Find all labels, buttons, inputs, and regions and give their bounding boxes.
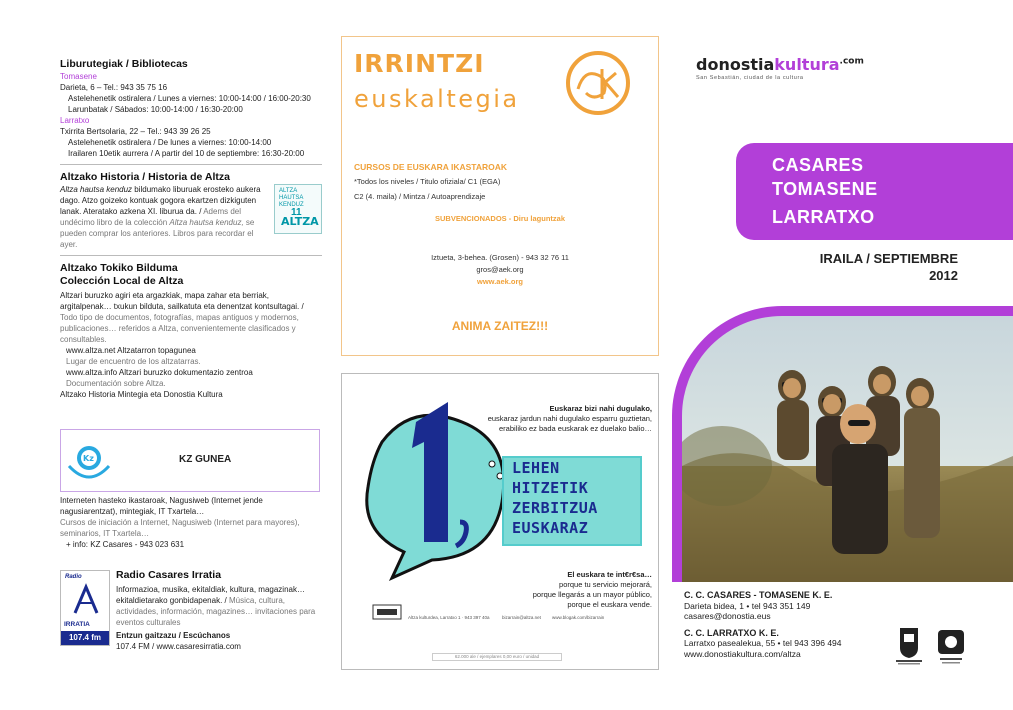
history-text: [60, 184, 270, 250]
lehen-hitzetik-banner: [502, 456, 642, 546]
center-tomasene: TOMASENE: [772, 179, 878, 199]
collection-text: [60, 290, 322, 345]
issue-month: IRAILA / SEPTIEMBRE: [819, 251, 958, 266]
courses-levels: *Todos los niveles / Titulo ofiziala/ C1 (EGA): [354, 177, 501, 186]
link-altza-net-desc: Lugar de encuentro de los altzatarras.: [66, 357, 201, 366]
irrintzi-subtitle: euskaltegia: [354, 85, 520, 113]
irrintzi-ad: [341, 36, 659, 356]
collection-heading-es: Colección Local de Altza: [60, 275, 184, 287]
kz-text-es: Cursos de iniciación a Internet, Nagusiweb (Internet para mayores), seminarios, IT Txartela…: [60, 518, 300, 538]
banner-line-3: ZERBITZUA: [512, 499, 598, 517]
branch-larratxo-hours-1: Astelehenetik ostiralera / De lunes a viernes: 10:00-14:00: [68, 138, 272, 147]
irrintzi-email[interactable]: gros@aek.org: [476, 265, 524, 274]
kz-text-eu: Interneten hasteko ikastaroak, Nagusiweb (Internet jende nagusiarentzat), mintegiak, IT Txartela…: [60, 496, 263, 516]
history-series-name-es: Altza hautsa kenduz,: [169, 218, 244, 227]
collection-text-eu: Altzari buruzko agiri eta argazkiak, mapa zahar eta berriak, argitalpenak… txukun bilduta, sailkatuta eta denentzat kontsultagai. /: [60, 291, 304, 311]
radio-logo-label: Radio: [65, 574, 82, 580]
band-photo-illustration: [682, 316, 1013, 582]
divider: [60, 255, 322, 256]
issue-date: [700, 250, 958, 284]
irrintzi-slogan: ANIMA ZAITEZ!!!: [451, 319, 549, 333]
centers-tab: [736, 143, 1013, 240]
radio-text-es: Música, cultura, actividades, información, magazines… invitaciones para eventos culturales: [116, 596, 316, 627]
aek-logo: [564, 49, 632, 117]
city-council-crest-icon: [892, 624, 926, 666]
bizarrain-logo-icon: [372, 604, 402, 620]
brand-pre: donostia: [696, 55, 775, 74]
book-cover-title: ALTZA HAUTSA KENDUZ: [279, 188, 304, 208]
issue-year: 2012: [929, 268, 958, 283]
banner-line-2: HITZETIK: [512, 479, 589, 497]
irrintzi-web[interactable]: www.aek.org: [477, 277, 523, 286]
euskara-top-line-2: euskaraz jardun nahi dugulako esparru guztietan,: [487, 414, 652, 423]
euskara-top-text: [452, 404, 652, 434]
collection-heading-eu: Altzako Tokiko Bilduma: [60, 262, 178, 274]
kz-gunea-title: KZ GUNEA: [179, 454, 232, 465]
radio-antenna-icon: [69, 583, 103, 615]
irrintzi-address: Iztueta, 3-behea. (Grosen) - 943 32 76 11: [431, 253, 569, 262]
band-photo: [682, 316, 1013, 582]
branch-tomasene-hours-2: Larunbatak / Sábados: 10:00-14:00 / 16:30-20:00: [68, 105, 243, 114]
contact-casares-address: Darieta bidea, 1 • tel 943 351 149: [684, 600, 811, 611]
euskara-bottom-line-3: porque llegarás a un mayor público,: [532, 590, 652, 599]
collection-text-es: Todo tipo de documentos, fotografías, mapas antiguos y modernos, publicaciones… referidos a Altza, convenientemente clasificados y consultables.: [60, 313, 299, 344]
contact-larratxo-web[interactable]: www.donostiakultura.com/altza: [684, 648, 801, 659]
radio-listen: Entzun gaitzazu / Escúchanos: [116, 631, 231, 640]
footer-small-1: Altza kulturdea, Larratxo 1 · 943 397 40a: [408, 615, 490, 620]
courses-subsidized: SUBVENCIONADOS - Diru laguntzak: [434, 214, 565, 223]
divider: [60, 164, 322, 165]
band-photo-frame: [672, 306, 1013, 582]
book-cover-thumbnail: [274, 184, 322, 234]
contact-casares-heading: C. C. CASARES - TOMASENE K. E.: [684, 590, 833, 600]
radio-frequency-web[interactable]: 107.4 FM / www.casaresirratia.com: [116, 642, 241, 651]
history-block: [60, 184, 322, 250]
print-run-note: 62.000 ale / ejemplares 0,00 euro / unidad: [432, 653, 562, 661]
euskara-footer-logos: [352, 604, 650, 654]
euskara-ad: [341, 373, 659, 670]
radio-text: [116, 569, 326, 652]
brand-tld: .com: [839, 56, 864, 67]
center-larratxo: LARRATXO: [772, 207, 875, 227]
branch-larratxo-address: Txirrita Bertsolaria, 22 – Tel.: 943 39 26 25: [60, 127, 211, 136]
history-text-es: Adems del undécimo libro de la colección: [60, 207, 241, 227]
euskara-bottom-line-2: porque tu servicio mejorará,: [559, 580, 652, 589]
branch-tomasene: Tomasene: [60, 72, 97, 81]
history-text-eu: bildumako liburuak erosteko aukera dago. Atzo goizeko kontuak gogora ekartzen dizkiguten lanak. Ateratako azkena XI. liburua da. /: [60, 185, 261, 216]
footer-small-3: www.blogak.com/bizarrain: [552, 615, 605, 620]
left-column: [60, 58, 322, 400]
collection-credit: Altzako Historia Mintegia eta Donostia Kultura: [60, 390, 223, 399]
contact-larratxo-address: Larratxo pasealekua, 55 • tel 943 396 494: [684, 638, 842, 648]
euskara-top-line-1: Euskaraz bizi nahi dugulako,: [549, 404, 652, 413]
radio-text-eu: Informazioa, musika, ekitaldiak, kultura, magazinak… ekitaldietarako gonbidapenak. /: [116, 585, 305, 605]
kz-info: + info: KZ Casares - 943 023 631: [66, 540, 185, 549]
brand-tagline: San Sebastián, ciudad de la cultura: [696, 75, 804, 81]
banner-line-1: LEHEN: [512, 459, 560, 477]
radio-casares-logo: [60, 570, 110, 646]
banner-line-4: EUSKARAZ: [512, 519, 589, 537]
irrintzi-title: IRRINTZI: [354, 49, 485, 78]
history-heading: Altzako Historia / Historia de Altza: [60, 171, 230, 183]
brand-accent: kultura: [774, 55, 840, 74]
link-altza-info-desc: Documentación sobre Altza.: [66, 379, 166, 388]
book-cover-name: ALTZA: [281, 215, 319, 228]
svg-text:Kz: Kz: [83, 454, 94, 463]
link-altza-net[interactable]: www.altza.net Altzatarron topagunea: [66, 346, 196, 355]
center-casares: CASARES: [772, 155, 864, 175]
euskara-bottom-line-1: El euskara te int€r€sa…: [567, 570, 652, 579]
book-cover-number: 11: [291, 207, 302, 218]
link-altza-info[interactable]: www.altza.info Altzari buruzko dokumentazio zentroa: [66, 368, 253, 377]
contact-casares-email[interactable]: casares@donostia.eus: [684, 611, 771, 621]
branch-larratxo: Larratxo: [60, 116, 90, 125]
branch-tomasene-address: Darieta, 6 – Tel.: 943 35 75 16: [60, 83, 168, 92]
kz-gunea-text: [60, 495, 322, 550]
euskara-bottom-line-4: porque el euskara vende.: [567, 600, 652, 609]
radio-logo-name: IRRATIA: [64, 621, 90, 628]
branch-larratxo-hours-2: Irailaren 10etik aurrera / A partir del 10 de septiembre: 16:30-20:00: [68, 149, 305, 158]
library-heading: Liburutegiak / Bibliotecas: [60, 58, 188, 70]
kz-gunea-box: [60, 429, 320, 492]
donostia-kultura-symbol-icon: [936, 628, 966, 666]
kz-gunea-logo: [63, 436, 115, 486]
history-series-name: Altza hautsa kenduz: [60, 185, 133, 194]
contact-info: [684, 590, 884, 659]
courses-heading: CURSOS DE EUSKARA IKASTAROAK: [354, 162, 508, 172]
radio-logo-frequency: 107.4 fm: [61, 631, 109, 645]
courses-more: C2 (4. maila) / Mintza / Autoaprendizaje: [354, 192, 486, 201]
history-text-es-2: se pueden comprar los anteriores. Libros para recordar el ayer.: [60, 218, 255, 249]
contact-larratxo-heading: C. C. LARRATXO K. E.: [684, 627, 779, 638]
branch-tomasene-hours-1: Astelehenetik ostiralera / Lunes a viernes: 10:00-14:00 / 16:00-20:30: [68, 94, 311, 103]
footer-small-2: bizarrain@altza.net: [502, 615, 541, 620]
donostiakultura-logo: [696, 55, 864, 81]
euskara-top-line-3: erabiliko ez bada euskarak ez duelako balio…: [498, 424, 652, 433]
radio-heading: Radio Casares Irratia: [116, 569, 222, 581]
